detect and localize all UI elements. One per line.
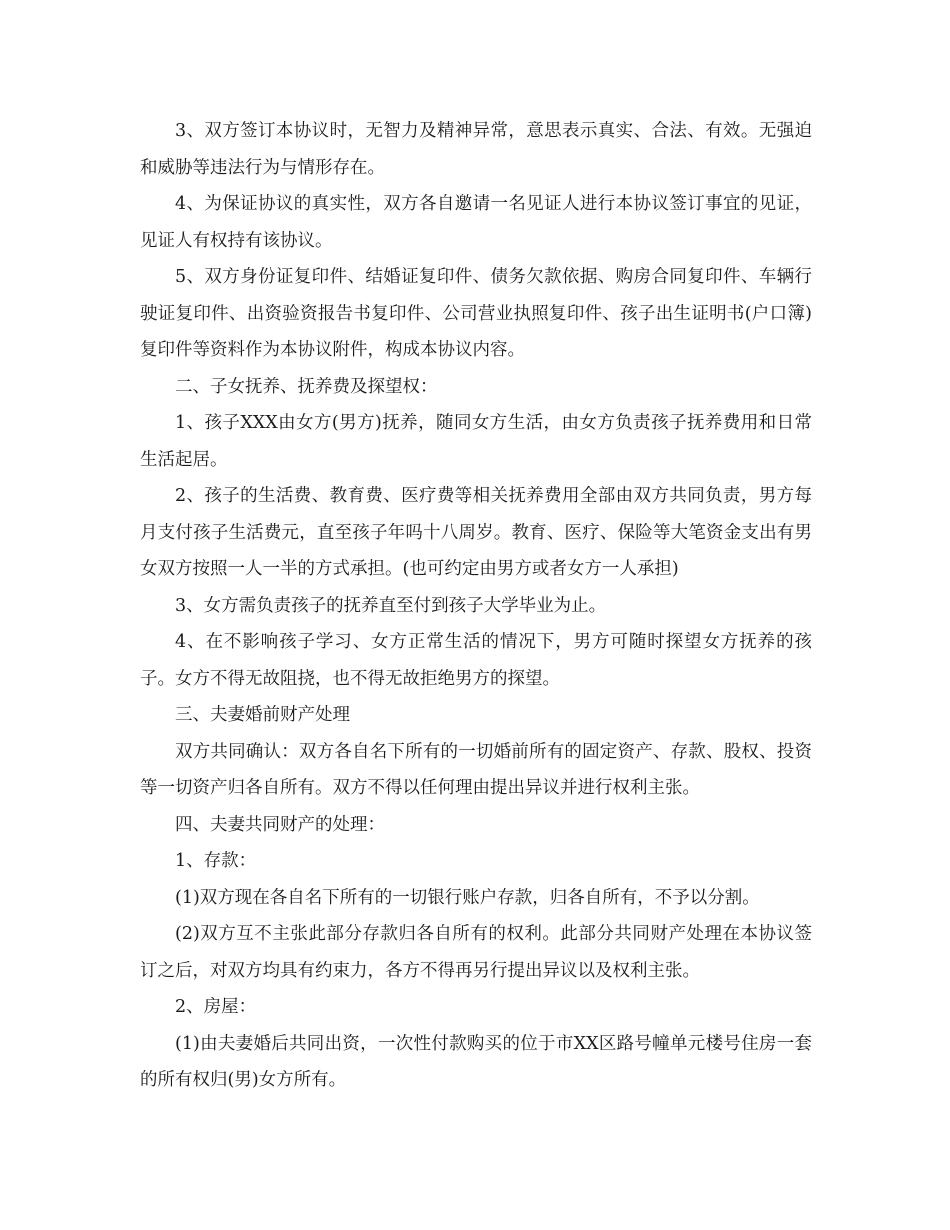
paragraph-signing-validity: 3、双方签订本协议时，无智力及精神异常，意思表示真实、合法、有效。无强迫和威胁等违法行为与情形存在。 — [140, 121, 812, 178]
section-heading-premarital-property: 三、夫妻婚前财产处理 — [175, 705, 350, 725]
paragraph-housing-1: (1)由夫妻婚后共同出资，一次性付款购买的位于市XX区路号幢单元楼号住房一套的所有权归(男)女方所有。 — [140, 1033, 812, 1090]
paragraph-deposits-1: (1)双方现在各自名下所有的一切银行账户存款，归各自所有，不予以分割。 — [175, 887, 760, 908]
paragraph-custody: 1、孩子XXX由女方(男方)抚养，随同女方生活，由女方负责孩子抚养费用和日常生活起居。 — [140, 413, 812, 470]
subheading-deposits: 1、存款： — [175, 851, 257, 871]
paragraph-visitation: 4、在不影响孩子学习、女方正常生活的情况下，男方可随时探望女方抚养的孩子。女方不得无故阻挠，也不得无故拒绝男方的探望。 — [140, 632, 812, 689]
subheading-housing: 2、房屋： — [175, 997, 257, 1017]
section-heading-joint-property: 四、夫妻共同财产的处理： — [175, 814, 385, 835]
paragraph-witness: 4、为保证协议的真实性，双方各自邀请一名见证人进行本协议签订事宜的见证，见证人有权持有该协议。 — [140, 194, 812, 251]
paragraph-premarital-confirmation: 双方共同确认：双方各自名下所有的一切婚前所有的固定资产、存款、股权、投资等一切资产归各自所有。双方不得以任何理由提出异议并进行权利主张。 — [140, 741, 812, 798]
paragraph-deposits-2: (2)双方互不主张此部分存款归各自所有的权利。此部分共同财产处理在本协议签订之后，对双方均具有约束力，各方不得再另行提出异议以及权利主张。 — [140, 924, 812, 981]
paragraph-education-support: 3、女方需负责孩子的抚养直至付到孩子大学毕业为止。 — [175, 595, 607, 616]
paragraph-child-support: 2、孩子的生活费、教育费、医疗费等相关抚养费用全部由双方共同负责，男方每月支付孩子生活费元，直至孩子年吗十八周岁。教育、医疗、保险等大笔资金支出有男女双方按照一人一半的方式承担。(也可约定由男方或者女方一人承担) — [140, 486, 812, 579]
section-heading-child-custody: 二、子女抚养、抚养费及探望权： — [175, 376, 438, 397]
document-body — [140, 113, 812, 1099]
paragraph-attachments: 5、双方身份证复印件、结婚证复印件、债务欠款依据、购房合同复印件、车辆行驶证复印件、出资验资报告书复印件、公司营业执照复印件、孩子出生证明书(户口簿)复印件等资料作为本协议附件，构成本协议内容。 — [140, 267, 812, 360]
